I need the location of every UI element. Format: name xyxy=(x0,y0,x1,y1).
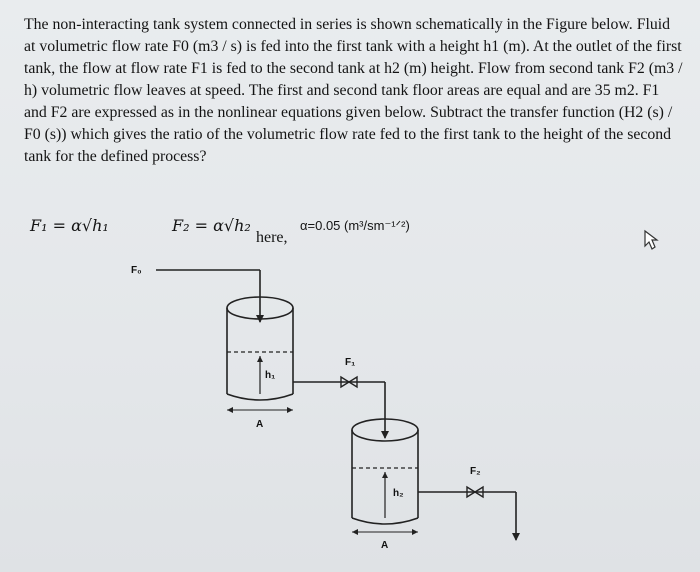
equation-f2: F₂ = α√h₂ xyxy=(172,216,251,235)
outlet-line-1 xyxy=(293,382,389,439)
feed-line xyxy=(156,270,264,323)
label-a2: A xyxy=(381,540,389,551)
equation-f1: F₁ = α√h₁ xyxy=(30,216,109,235)
alpha-definition: α=0.05 (m³/sm⁻¹ᐟ²) xyxy=(300,218,410,233)
label-f2: F₂ xyxy=(470,466,481,477)
problem-text: The non-interacting tank system connected in series is shown schematically in the Figure below. Fluid at volumetric flow rate F0 (m3 / s) is fed into the first tank with a height h1 (m). At the outlet of the first tank, the flow at flow rate F1 is fed to the second tank at h2 (m) height. Flow from second tank F2 (m3 / h) volumetric flow leaves at speed. The first and second tank floor areas are equal and are 35 m2. F1 and F2 are expressed as in the nonlinear equations given below. Subtract the transfer function (H2 (s) / F0 (s)) which gives the ratio of the volumetric flow rate fed to the first tank to the height of the second tank for the defined process? xyxy=(24,16,683,165)
label-f1: F₁ xyxy=(345,357,356,368)
label-h2: h₂ xyxy=(393,488,404,499)
here-text: here, xyxy=(256,229,288,246)
outlet-line-2 xyxy=(418,492,520,541)
label-f0: F₀ xyxy=(131,265,142,276)
label-a1: A xyxy=(256,419,264,430)
cursor-icon xyxy=(645,231,657,249)
label-h1: h₁ xyxy=(265,370,276,381)
